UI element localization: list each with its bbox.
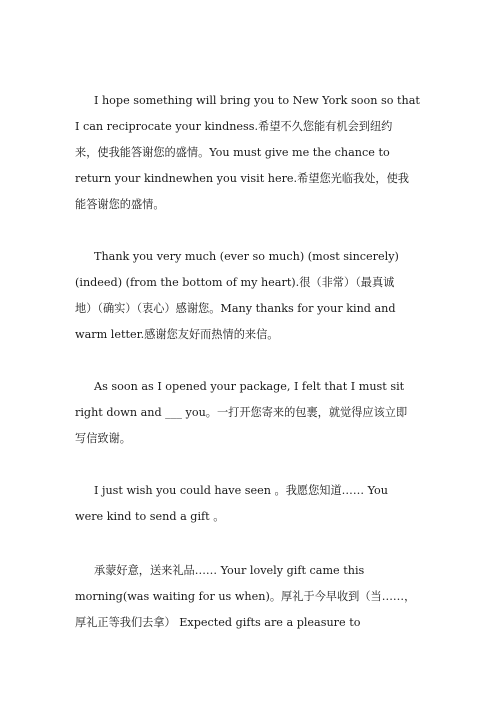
paragraph-reciprocate-kindness — [75, 88, 420, 218]
text-line: 来，使我能答谢您的盛情。You must give me the chance to — [75, 146, 390, 159]
text-line: As soon as I opened your package, I felt that I must sit — [94, 380, 405, 393]
text-line: 承蒙好意，送来礼品…… Your lovely gift came this — [94, 564, 365, 577]
text-line: (indeed) (from the bottom of my heart).很（非常）（最真诚 — [75, 276, 395, 289]
text-line: 能答谢您的盛情。 — [75, 198, 165, 211]
text-line: morning(was waiting for us when)。厚礼于今早收到（当……， — [75, 590, 416, 603]
text-line: 地）（确实）（衷心）感谢您。Many thanks for your kind and — [75, 302, 396, 315]
text-line: right down and ___ you。一打开您寄来的包裹，就觉得应该立即 — [75, 406, 408, 419]
text-line: 写信致谢。 — [75, 432, 131, 445]
text-line: return your kindnewhen you visit here.希望您光临我处，使我 — [75, 172, 409, 185]
text-line: I just wish you could have seen 。我愿您知道…… You — [94, 484, 388, 497]
text-line: were kind to send a gift 。 — [75, 510, 225, 523]
paragraph-lovely-gift — [75, 558, 420, 636]
text-line: I can reciprocate your kindness.希望不久您能有机会到纽约 — [75, 120, 393, 133]
paragraph-opened-package — [75, 374, 420, 452]
text-line: Thank you very much (ever so much) (most sincerely) — [94, 250, 399, 263]
text-line: warm letter.感谢您友好而热情的来信。 — [75, 328, 279, 341]
text-line: 厚礼正等我们去拿） Expected gifts are a pleasure to — [75, 616, 361, 629]
paragraph-wish-you-could-have-seen — [75, 478, 420, 530]
text-line: I hope something will bring you to New York soon so that — [94, 94, 420, 107]
paragraph-thank-you-very-much — [75, 244, 420, 348]
